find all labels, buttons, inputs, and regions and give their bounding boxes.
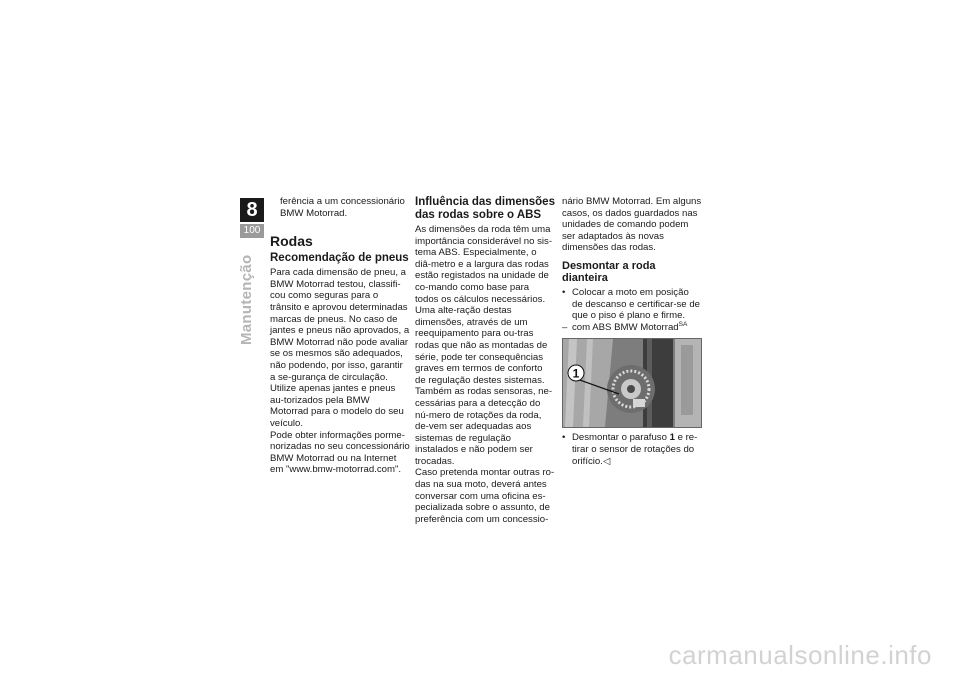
column-3 (562, 196, 702, 467)
bullet-text: Desmontar o parafuso (572, 432, 670, 444)
section-heading-rodas: Rodas (270, 233, 313, 250)
paragraph: Pode obter informações porme-norizadas no seu concessionário BMW Motorrad ou na Internet em "www.bmw-motorrad.com". (270, 429, 410, 476)
paragraph: nário BMW Motorrad. Em alguns casos, os dados guardados nas unidades de comando podem ser adaptados às novas dimensões das rodas. (562, 196, 702, 254)
page-number: 100 (240, 224, 264, 238)
figure-callout-label: 1 (572, 366, 580, 381)
paragraph: As dimensões da roda têm uma importância considerável no sis-tema ABS. Especialmente, o diâ-metro e a largura das rodas estão registados na unidade de co-mando como base para todos os cálculos necessários. Uma alte-ração destas dimensões, através de um reequipamento para ou-tras rodas que não as montadas de série, pode ter consequências graves em termos de conforto de regulação destes sistemas. (415, 224, 553, 386)
column-2 (415, 196, 555, 525)
dash-item-text: com ABS BMW Motorrad (572, 321, 679, 333)
paragraph: Para cada dimensão de pneu, a BMW Motorrad testou, classifi-cou como seguras para o trânsito e aprovou determinadas marcas de pneus. No caso de jantes e pneus não aprovados, a BMW Motorrad não pode avaliar se os mesmos são adequados, não podendo, por isso, garantir a se-gurança de circulação. (270, 267, 410, 383)
paragraph: Utilize apenas jantes e pneus au-torizados pela BMW Motorrad para o modelo do seu veículo. (270, 383, 404, 429)
callout-reference: 1 (669, 432, 675, 444)
bullet-item: • Colocar a moto em posição de descanso e certificar-se de que o piso é plano e firme. (562, 287, 702, 322)
chapter-number: 8 (240, 198, 264, 222)
wheel-sensor-illustration (563, 339, 701, 427)
bullet-text: e re-tirar o sensor de rotações do orifício. (572, 432, 698, 467)
subheading-abs-influence: Influência das dimensões das rodas sobre o ABS (415, 196, 555, 221)
chapter-side-label: Manutenção (238, 254, 255, 345)
chapter-tab (240, 198, 264, 238)
subheading-tyre-recommendation: Recomendação de pneus (270, 252, 409, 265)
column-1 (270, 196, 410, 476)
continued-text-line-1: ferência a um concessionário (280, 196, 405, 207)
wheel-sensor-photo (562, 338, 702, 428)
paragraph: Caso pretenda montar outras ro-das na sua moto, deverá antes conversar com uma oficina es-pecializada sobre o assunto, de preferência com um concessio- (415, 467, 555, 525)
end-of-section-mark: ◁ (602, 455, 611, 467)
watermark: carmanualsonline.info (668, 640, 932, 670)
continued-text-line-2: BMW Motorrad. (280, 207, 348, 219)
subheading-remove-front-wheel: Desmontar a roda dianteira (562, 259, 656, 285)
special-accessory-mark: SA (678, 320, 688, 328)
dash-item (562, 322, 702, 334)
bullet-item (562, 432, 702, 467)
paragraph: Também as rodas sensoras, ne-cessárias para a detecção do nú-mero de rotações da roda, de-vem ser adequadas aos sistemas de regulação instalados e não podem ser trocadas. (415, 386, 553, 467)
